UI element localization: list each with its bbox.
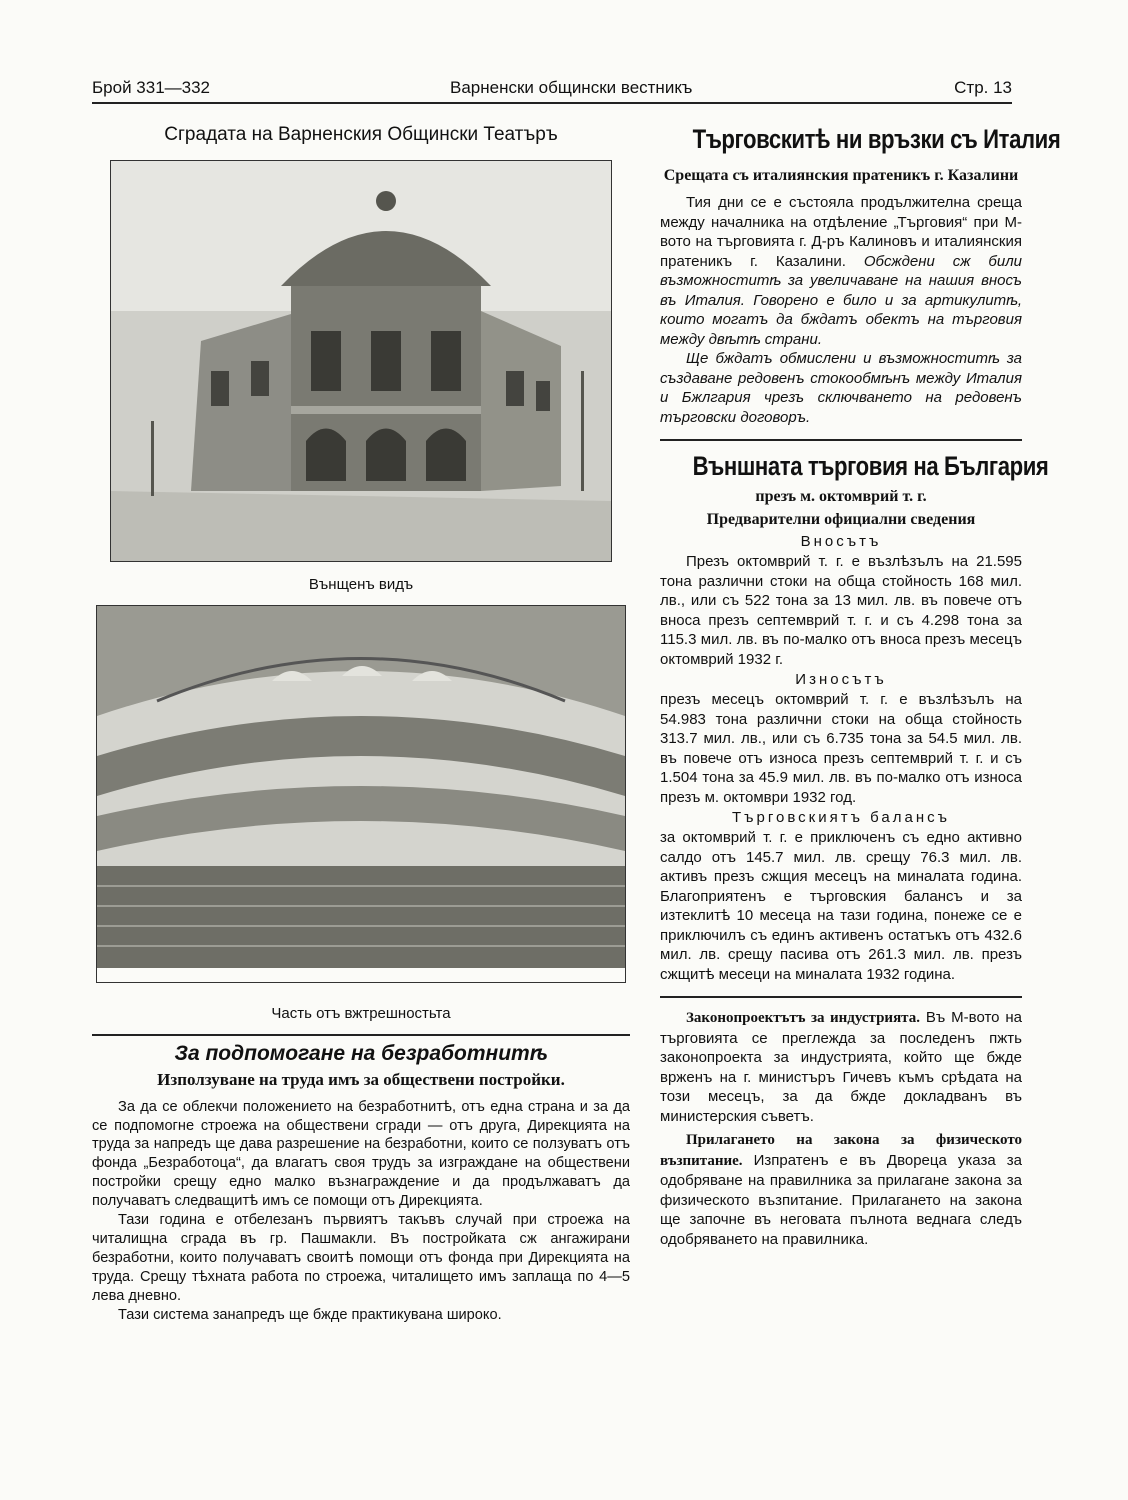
right-column: [660, 118, 1061, 1249]
physical-paragraph: [660, 1130, 1022, 1249]
unemployed-title: За подпомогане на безработнитѣ: [174, 1042, 548, 1065]
left-column: [92, 118, 630, 1325]
trade-period: презъ м. октомврий т. г.: [755, 488, 927, 506]
italy-text: Тия дни се е състояла продължителна среща между началника на отдѣление „Търговия“ при М-вото на търговията г. Д-ръ Калиновъ и италиянския пратеникъ г. Казалини.: [660, 194, 1022, 270]
italy-italic-text: Обсждени сж били възможноститѣ за увеличаване на нашия вносъ въ Италия. Говорено е било и за артикулитѣ, които могатъ да бждатъ обектъ на търговия между двѣтѣ страни.: [660, 252, 1022, 348]
balance-text: за октомврий т. г. е приключенъ съ едно активно салдо отъ 145.7 мил. лв. срещу 76.3 мил. лв. активъ презъ сжщия месецъ на миналата година. Благоприятенъ е търговския балансъ и за изтеклитѣ 10 месеца на тази година, понеже се е приключилъ съ единъ активенъ остатъкъ отъ 432.6 мил. лв. срещу пасива отъ 261.3 мил. лв. презъ сжщитѣ месеци на миналата 1932 година.: [660, 829, 1022, 983]
balance-heading: Търговскиятъ балансъ: [732, 809, 950, 827]
theatre-exterior-photo: [110, 160, 612, 562]
trade-source: Предварителни официални сведения: [706, 510, 976, 528]
theatre-title: Сградата на Варненския Общински Театъръ: [164, 124, 558, 145]
divider: [92, 1034, 630, 1036]
unemployed-paragraph-1: За да се облекчи положението на безработнитѣ, отъ една страна и за да се подпомогне строежа на обществени сгради — отъ друга, Дирекцията на труда за напредъ ще дава разрешение на безработни, които се ползуватъ отъ фонда „Безработоца“, да влагатъ своя трудъ за изграждане на обществени постройки срещу едно малко възнаграждение и да продължаватъ да получаватъ следващитѣ имъ се помощи отъ Дирекцията.: [92, 1098, 630, 1210]
industry-lead: Законопроектътъ за индустрията.: [686, 1010, 920, 1027]
unemployed-subtitle: Използуване на труда имъ за обществени постройки.: [157, 1070, 565, 1089]
caption-interior: Часть отъ вжтрешностьта: [271, 1005, 451, 1022]
italy-paragraph-2: Ще бждатъ обмислени и възможноститѣ за създаване редовенъ стокообмѣнъ между Италия и Бжлгария чрезъ сключването на редовенъ търговски договоръ.: [660, 350, 1022, 426]
trade-title: Външната търговия на България: [692, 451, 1049, 482]
industry-text: Въ М-вото на търговията се преглежда за последенъ пжть законопроекта за индустрията, който ще бжде врженъ на г. министъръ Гичевъ къмъ срѣдата на този месецъ, за да бжде докладванъ въ министерския съветъ.: [660, 1009, 1022, 1125]
caption-exterior: Вънщенъ видъ: [308, 576, 414, 593]
divider: [660, 996, 1022, 998]
export-text: презъ месецъ октомврий т. г. е възлѣзълъ на 54.983 тона различни стоки на обща стойность 313.7 мил. лв., или съ 6.735 тона за 54.5 мил. лв. въ повече отъ износа презъ септемврий т. г. и съ 1.504 тона за 45.9 мил. лв. въ по-малко отъ износа презъ м. октомври 1932 год.: [660, 691, 1022, 806]
unemployed-paragraph-2: Тази година е отбелезанъ първиятъ такъвъ случай при строежа на читалищна сграда въ гр. Пашмакли. Въ постройката сж ангажирани безработни, които получаватъ своитѣ помощи отъ фонда при Дирекцията на труда. Срещу тѣхната работа по строежа, читалището имъ заплаща по 4—5 лева дневно.: [92, 1212, 630, 1305]
theatre-interior-photo: [96, 605, 626, 983]
physical-lead: Прилагането на закона за физическото възпитание.: [660, 1132, 1022, 1169]
unemployed-paragraph-3: Тази система занапредъ ще бжде практикувана широко.: [118, 1307, 502, 1324]
italy-subtitle: Срещата съ италиянския пратеникъ г. Казалини: [663, 167, 1019, 184]
page-number: Стр. 13: [954, 78, 1012, 97]
import-text: Презъ октомврий т. г. е възлѣзълъ на 21.595 тона различни стоки на обща стойность 168 мил. лв., или съ 522 тона за 13 мил. лв. въ повече отъ вноса презъ септемврий т. г. и съ 4.298 тона за 115.3 мил. лв. въ по-малко отъ вноса презъ месецъ октомврий 1932 г.: [660, 553, 1022, 668]
export-heading: Износътъ: [795, 671, 887, 689]
physical-text: Изпратенъ е въ Двореца указа за одобряване на правилника за прилагане закона за физическото възпитание. Прилагането на закона ще започне въ неговата пълнота веднага следъ одобряването на правилника.: [660, 1151, 1022, 1248]
page-header: [92, 78, 1012, 104]
newspaper-title: Варненски общински вестникъ: [450, 78, 693, 97]
italy-title: Търговскитѣ ни връзки съ Италия: [692, 124, 1061, 154]
import-heading: Вносътъ: [800, 533, 882, 551]
italy-paragraph-1: [660, 193, 1022, 349]
industry-paragraph: [660, 1008, 1022, 1126]
issue-number: Брой 331—332: [92, 78, 211, 97]
divider: [660, 439, 1022, 441]
